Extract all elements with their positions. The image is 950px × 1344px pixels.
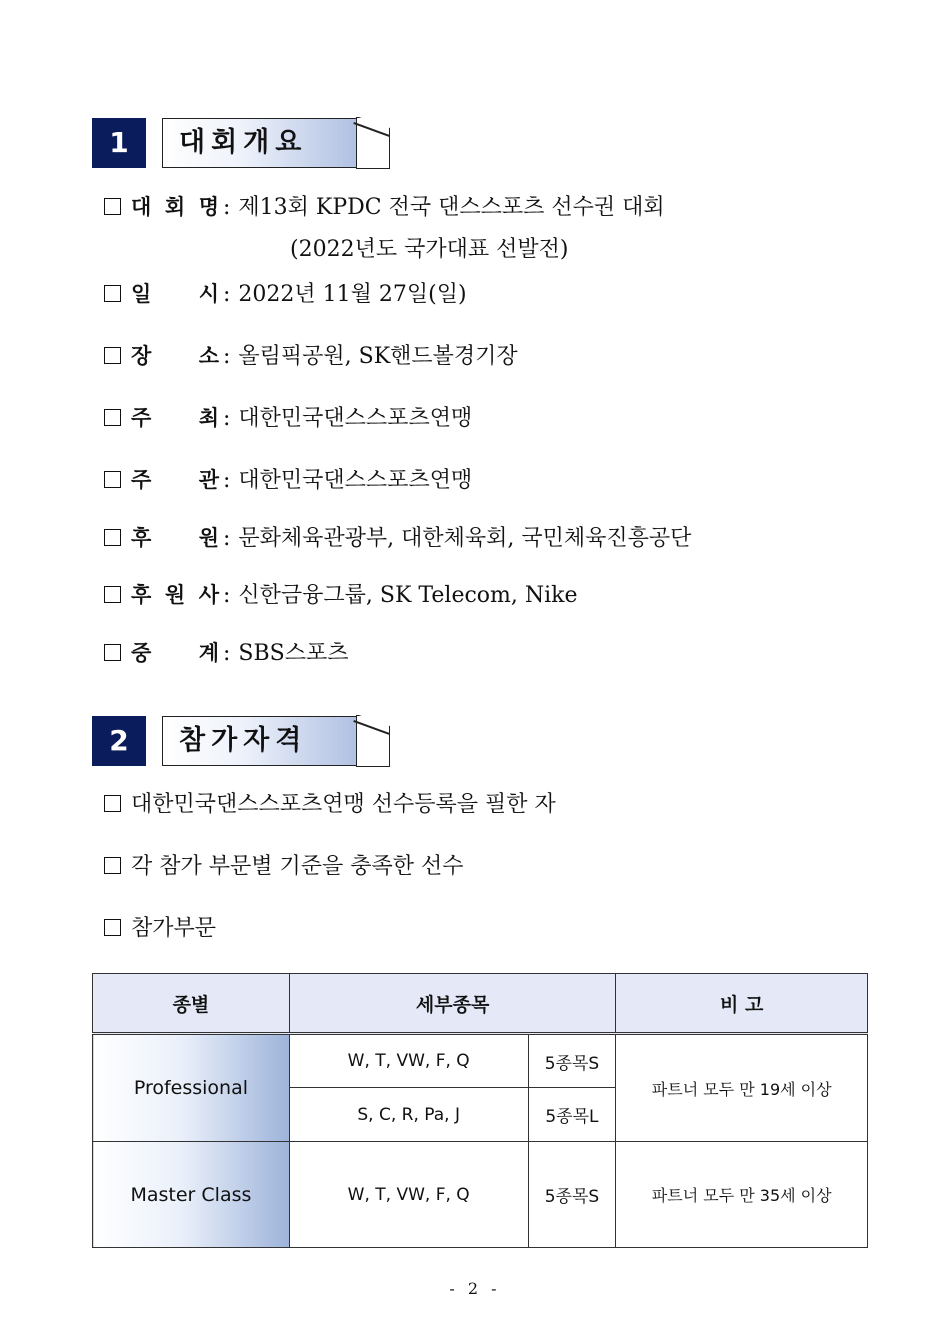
events-cell: W, T, VW, F, Q bbox=[289, 1034, 528, 1088]
category-cell: Master Class bbox=[93, 1142, 290, 1248]
eligibility-item bbox=[104, 790, 556, 820]
checkbox-icon bbox=[104, 471, 121, 488]
header-events: 세부종목 bbox=[289, 974, 616, 1034]
eligibility-text: 참가부문 bbox=[131, 916, 217, 941]
note-cell: 파트너 모두 만 19세 이상 bbox=[616, 1034, 868, 1142]
checkbox-icon bbox=[104, 529, 121, 546]
overview-label: 장 소 bbox=[131, 344, 219, 368]
folded-corner bbox=[356, 715, 390, 767]
divisions-table bbox=[92, 973, 868, 1248]
eligibility-text: 각 참가 부문별 기준을 충족한 선수 bbox=[131, 854, 464, 879]
overview-value: 2022년 11월 27일(일) bbox=[238, 282, 467, 307]
overview-value: 제13회 KPDC 전국 댄스스포츠 선수권 대회 bbox=[238, 195, 665, 220]
table-header-row bbox=[93, 974, 868, 1034]
overview-item-sponsors: 후 원 사 : 신한금융그룹, SK Telecom, Nike bbox=[104, 580, 578, 611]
eligibility-text: 대한민국댄스스포츠연맹 선수등록을 필한 자 bbox=[131, 792, 556, 817]
count-cell: 5종목S bbox=[528, 1034, 616, 1088]
events-cell: S, C, R, Pa, J bbox=[289, 1088, 528, 1142]
overview-value: 올림픽공원, SK핸드볼경기장 bbox=[238, 344, 518, 369]
checkbox-icon bbox=[104, 409, 121, 426]
header-category: 종별 bbox=[93, 974, 290, 1034]
overview-item-support: 후 원 : 문화체육관광부, 대한체육회, 국민체육진흥공단 bbox=[104, 523, 691, 554]
category-cell: Professional bbox=[93, 1034, 290, 1142]
checkbox-icon bbox=[104, 919, 121, 936]
overview-item-date: 일 시 : 2022년 11월 27일(일) bbox=[104, 279, 467, 310]
checkbox-icon bbox=[104, 857, 121, 874]
section-title: 대회개요 bbox=[162, 118, 390, 168]
checkbox-icon bbox=[104, 285, 121, 302]
overview-label: 대 회 명 bbox=[131, 195, 219, 219]
overview-item-venue: 장 소 : 올림픽공원, SK핸드볼경기장 bbox=[104, 341, 518, 372]
section-number: 2 bbox=[92, 716, 146, 766]
events-cell: W, T, VW, F, Q bbox=[289, 1142, 528, 1248]
overview-label: 후 원 bbox=[131, 526, 219, 550]
folded-corner bbox=[356, 117, 390, 169]
section-title: 참가자격 bbox=[162, 716, 390, 766]
overview-subtitle: (2022년도 국가대표 선발전) bbox=[290, 237, 569, 262]
overview-label: 후 원 사 bbox=[131, 583, 219, 607]
section-number: 1 bbox=[92, 118, 146, 168]
checkbox-icon bbox=[104, 795, 121, 812]
overview-value: 대한민국댄스스포츠연맹 bbox=[238, 468, 473, 493]
count-cell: 5종목S bbox=[528, 1142, 616, 1248]
overview-item-name: 대 회 명 : 제13회 KPDC 전국 댄스스포츠 선수권 대회 bbox=[104, 192, 665, 223]
checkbox-icon bbox=[104, 198, 121, 215]
overview-value: SBS스포츠 bbox=[238, 641, 349, 666]
count-cell: 5종목L bbox=[528, 1088, 616, 1142]
overview-item-organizer: 주 관 : 대한민국댄스스포츠연맹 bbox=[104, 465, 472, 496]
note-cell: 파트너 모두 만 35세 이상 bbox=[616, 1142, 868, 1248]
eligibility-item bbox=[104, 852, 464, 882]
eligibility-item bbox=[104, 914, 216, 944]
overview-value: 문화체육관광부, 대한체육회, 국민체육진흥공단 bbox=[238, 526, 692, 551]
overview-value: 대한민국댄스스포츠연맹 bbox=[238, 406, 473, 431]
overview-item-host: 주 최 : 대한민국댄스스포츠연맹 bbox=[104, 403, 472, 434]
checkbox-icon bbox=[104, 644, 121, 661]
table-row bbox=[93, 1034, 868, 1088]
overview-value: 신한금융그룹, SK Telecom, Nike bbox=[238, 583, 578, 608]
checkbox-icon bbox=[104, 586, 121, 603]
overview-label: 일 시 bbox=[131, 282, 219, 306]
header-note: 비 고 bbox=[616, 974, 868, 1034]
overview-item-broadcast: 중 계 : SBS스포츠 bbox=[104, 638, 349, 669]
page-number: - 2 - bbox=[449, 1279, 501, 1298]
checkbox-icon bbox=[104, 347, 121, 364]
overview-label: 주 관 bbox=[131, 468, 219, 492]
table-row bbox=[93, 1142, 868, 1248]
overview-label: 중 계 bbox=[131, 641, 219, 665]
overview-label: 주 최 bbox=[131, 406, 219, 430]
